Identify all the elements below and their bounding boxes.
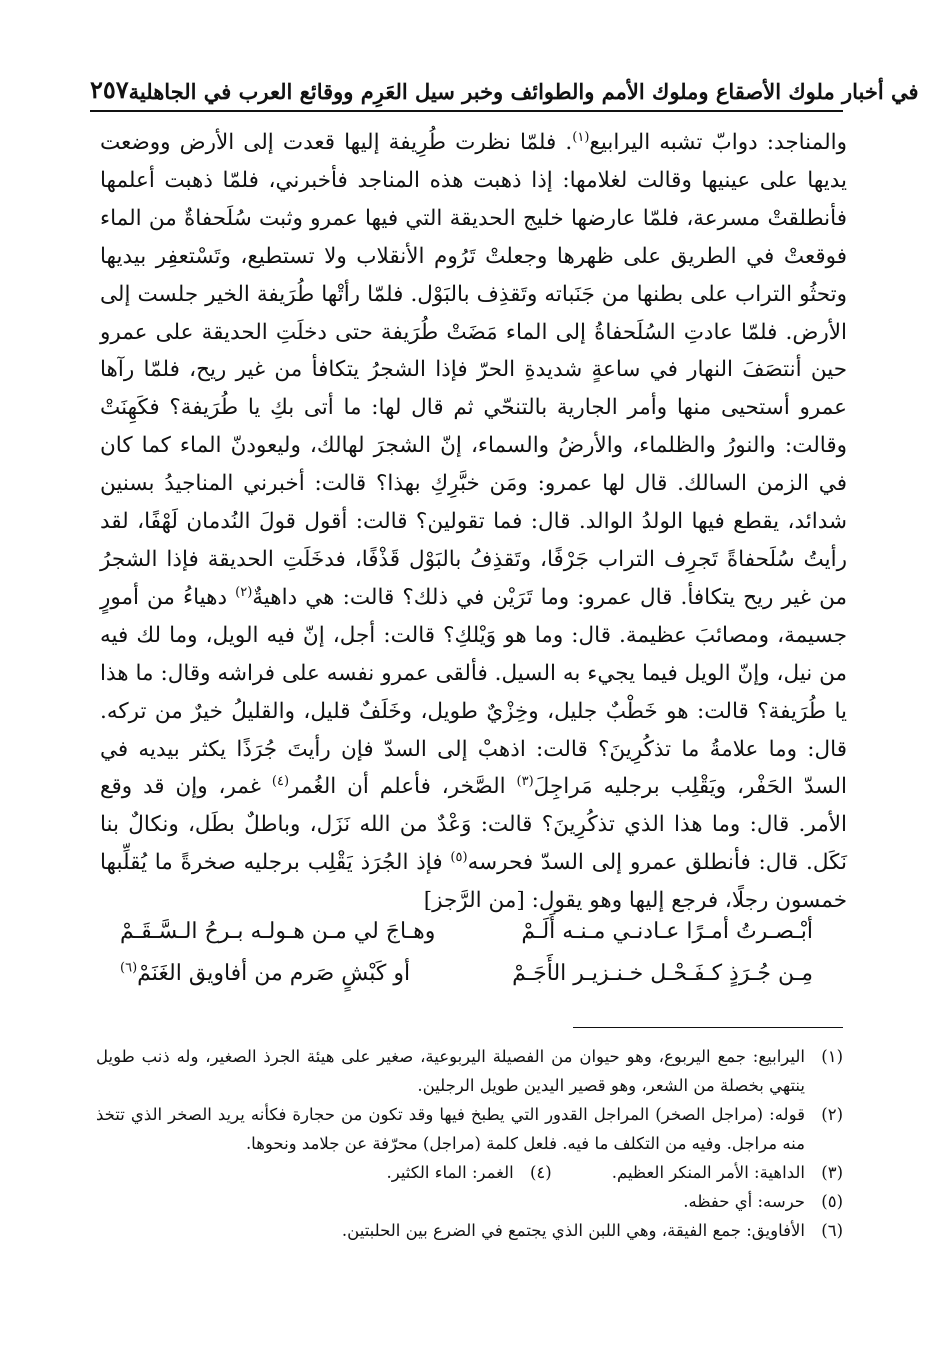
footnote-text: الداهية: الأمر المنكر العظيم. [611, 1163, 805, 1182]
footnotes [96, 1042, 843, 1245]
footnote-text: حرسه: أي حفظه. [683, 1192, 805, 1211]
footnote-text: الغمر: الماء الكثير. [386, 1163, 514, 1182]
footnote-2 [96, 1100, 843, 1158]
text-segment: . فلمّا نظرت طُرِيفة إليها قعدت إلى الأرض ووضعت يديها على عينيها وقالت لغلامها: إذا ذهبت هذه المناجد فأخبرني، فلمّا ذهبت أعلمها فأنطلقتْ مسرعة، فلمّا عارضها خليج الحديقة التي فيها عمرو وثبت سُلَحفاةٌ من الماء فوقعتْ في الطريق على ظهرها وجعلتْ تَرُوم الأنقلاب ولا تستطيع، وتَسْتعفِر بيديها وتحثُو التراب على بطنها من جَنَباته وتَقذِف بالبَوْل. فلمّا رأتْها طُرَيفة الخير جلست إلى الأرض. فلمّا عادتِ السُلَحفاةُ إلى الماء مَضَتْ طُرَيفة حتى دخلَتِ الحديقة على عمرو حين أنتصَفَ النهار في ساعةٍ شديدةِ الحرّ فإذا الشجرُ يتكافأ من غير ريح، فلمّا رآها عمرو أستحيى منها وأمر الجارية بالتنحّي ثم قال لها: ما أتى بكِ يا طُرَيفة؟ فكَهِنَتْ وقالت: والنورُ والظلماء، والأرضُ والسماء، إنّ الشجرَ لهالك، وليعودنّ الماء كما كان في الزمن السالك. قال لها عمرو: ومَن خبَّرِكِ بهذا؟ قالت: أخبرني المناجيدُ بسنين شدائد، يقطع فيها الولدُ الوالد. قال: فما تقولين؟ قالت: أقول قولَ النُدمان لَهْفًا، لقد رأيتُ سُلَحفاةً تَجرِف التراب جَرْفًا، وتَقذِفُ بالبَوْل قَذْفًا، فدخَلَتِ الحديقة فإذا الشجرُ من غير ريح يتكافأ. قال عمرو: وما تَرَيْن في ذلك؟ قالت: هي داهيةٌ [100, 130, 847, 610]
page-number: ٢٥٧ [90, 75, 129, 104]
hemistich-text: أو كَبْشٍ صَرم من أفاويق الغَنَمْ [137, 960, 411, 986]
footnote-number: (٣) [821, 1163, 843, 1182]
verse [120, 952, 813, 994]
footnote-number: (٦) [821, 1221, 843, 1240]
text-segment: والمناجد: دوابّ تشبه اليرابيع [589, 130, 847, 155]
footnote-number: (١) [821, 1047, 843, 1066]
footnote-ref-2[interactable]: (٢) [235, 584, 253, 600]
footnote-text: الأفاويق: جمع الفيقة، وهي اللبن الذي يجتمع في الضرع بين الحلبتين. [341, 1221, 805, 1240]
footnote-number: (٤) [529, 1163, 552, 1182]
running-head: في أخبار ملوك الأصقاع وملوك الأمم والطوائف وخبر سيل العَرِم ووقائع العرب في الجاهلية [128, 79, 919, 104]
footnote-1 [96, 1042, 843, 1100]
meter-label: [من الرَّجز] [423, 888, 525, 914]
poem [120, 910, 813, 994]
footnote-divider [573, 1027, 843, 1028]
footnote-6 [96, 1216, 843, 1245]
footnote-ref-5[interactable]: (٥) [450, 850, 468, 866]
text-segment: دهياءُ من أمورٍ جسيمة، ومصائبَ عظيمة. قال: وما هو وَيْلكِ؟ قالت: أجل، إنّ فيه الويل، وما لك فيه من نيل، وإنّ الويل فيما يجيء به السيل. فألقى عمرو نفسه على فراشه وقال: ما هذا يا طُرَيفة؟ قالت: هو خَطْبٌ جليل، وخِزْيٌ طويل، وخَلَفٌ قليل، والقليلُ خيرٌ من تركه. قال: وما علامةُ ما تذكُرِينَ؟ قالت: اذهبْ إلى السدّ فإن رأيتَ جُرَذًا يكثر بيديه في السدّ الحَفْر، ويَقْلِب برجليه مَراجِلَ [100, 584, 847, 800]
footnote-number: (٥) [821, 1192, 843, 1211]
footnote-row [96, 1158, 843, 1187]
main-text [100, 124, 847, 920]
text-segment: غمر، وإن قد وقع الأمر. قال: وما هذا الذي تذكُرِينَ؟ قالت: وَعْدٌ من الله نَزَل، وباطلٌ بطَل، ونكالٌ بنا نَكَل. قال: فأنطلق عمرو إلى السدّ فحرسه [100, 774, 847, 876]
footnote-ref-6[interactable]: (٦) [120, 960, 138, 976]
footnote-ref-4[interactable]: (٤) [271, 774, 290, 790]
hemistich-second: وهـاجَ لي مـن هـولـه بـرحُ الـسَّـقَـمْ [120, 918, 436, 944]
text-segment: فإذ الجُرَذ يَقْلِب برجليه صخرةً ما يُقلِّبها خمسون رجلًا، فرجع إليها وهو يقول: [100, 850, 847, 914]
page-header [90, 62, 919, 112]
footnote-3 [612, 1158, 843, 1187]
text-segment: الصَّخر، فأعلم أن الغُمر [289, 774, 517, 800]
footnote-text: قوله: (مراجل الصخر) المراجل القدور التي يطبخ فيها وقد تكون من حجارة فكأنه يريد الصخر الذي تتخذ منه مراجل. وفيه من التكلف ما فيه. فلعل كلمة (مراجل) محرّفة عن جلامد ونحوها. [96, 1105, 805, 1153]
hemistich-first: مِـن جُـرَذٍ كـفَـحْـل خـنـزيـر الأَجَـمْ [512, 960, 813, 986]
footnote-ref-3[interactable]: (٣) [516, 774, 534, 790]
footnote-number: (٢) [821, 1105, 843, 1124]
footnote-5 [96, 1187, 843, 1216]
verse [120, 910, 813, 952]
footnote-4 [386, 1158, 551, 1187]
paragraph [100, 124, 847, 920]
footnote-text: اليرابيع: جمع اليربوع، وهو حيوان من الفصيلة اليربوعية، صغير على هيئة الجرذ الصغير، وله ذنب طويل ينتهي بخصلة من الشعر، وهو قصير اليدين طويل الرجلين. [96, 1047, 805, 1095]
hemistich-first: أبْـصـرتُ أمـرًا عـادنـي مـنـه أَلَـمْ [521, 918, 813, 944]
hemistich-second [120, 961, 410, 986]
footnote-ref-1[interactable]: (١) [572, 129, 590, 145]
